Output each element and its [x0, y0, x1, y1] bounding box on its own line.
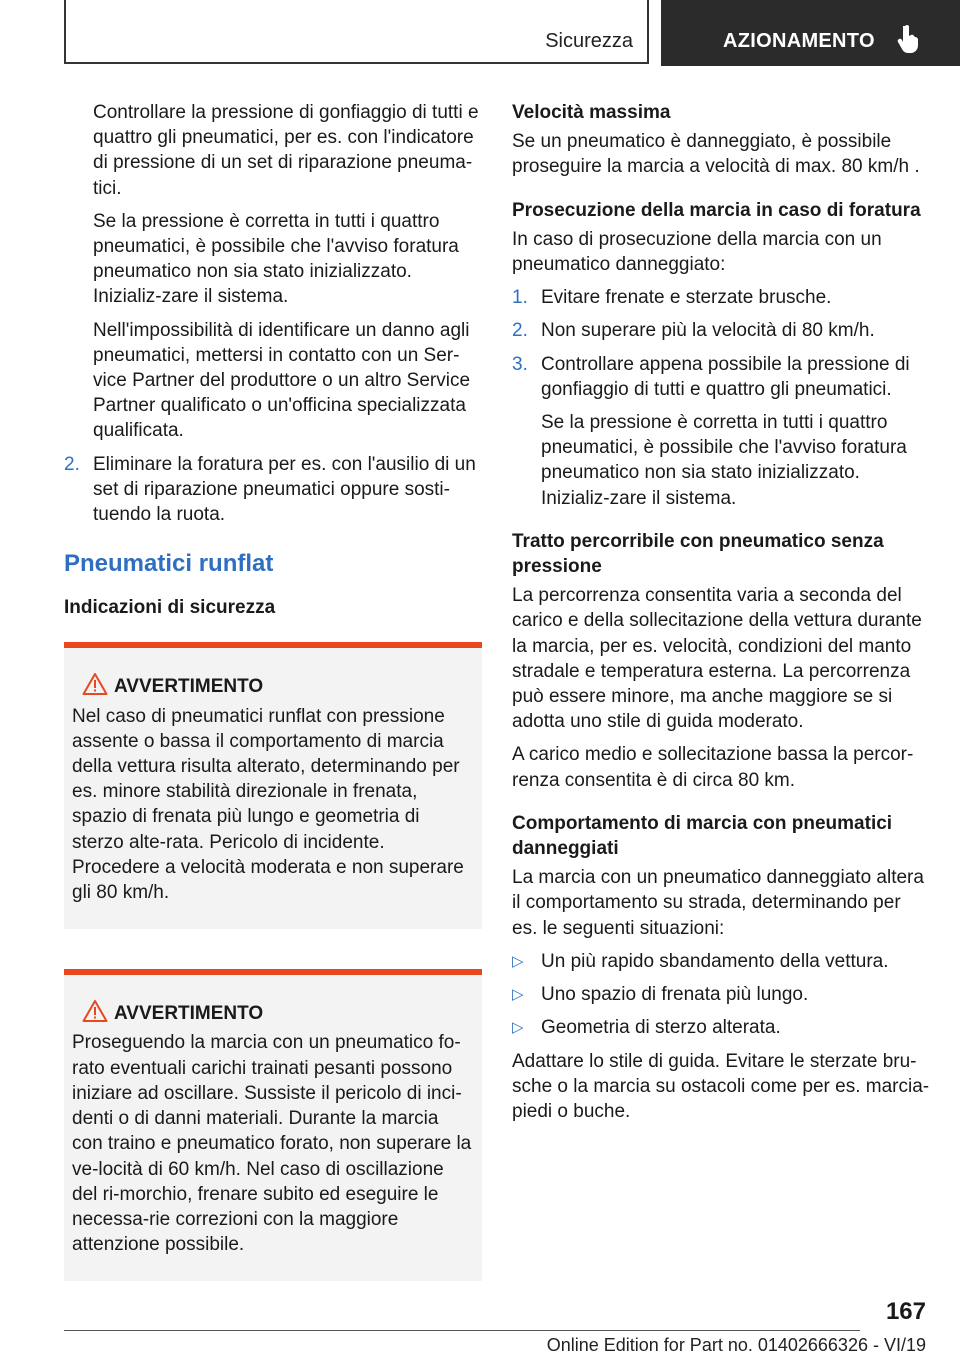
warning-title-text: AVVERTIMENTO — [114, 1003, 264, 1025]
page-header — [0, 0, 960, 66]
list-text: Un più rapido sbandamento della vettura. — [541, 950, 889, 972]
chapter-tab — [661, 0, 960, 66]
warning-triangle-icon — [82, 999, 108, 1023]
hand-pointer-icon — [897, 24, 921, 54]
list-item — [512, 982, 930, 1007]
list-item — [64, 452, 482, 528]
bullet-triangle-icon: ▷ — [512, 986, 524, 1004]
page-number: 167 — [885, 1298, 926, 1325]
bullet-triangle-icon: ▷ — [512, 1019, 524, 1037]
right-column — [512, 100, 930, 1132]
paragraph: Adattare lo stile di guida. Evitare le sterzate bru-sche o la marcia su ostacoli come per es. marcia-piedi o buche. — [512, 1050, 930, 1122]
list-number: 3. — [512, 353, 528, 375]
bullet-triangle-icon: ▷ — [512, 952, 524, 970]
list-text: Geometria di sterzo alterata. — [541, 1017, 781, 1039]
footer-divider — [64, 1330, 860, 1331]
section-title: Sicurezza — [545, 30, 633, 52]
list-item — [512, 352, 930, 402]
section-tab — [64, 0, 649, 64]
paragraph: Se la pressione è corretta in tutti i quattro pneumatici, è possibile che l'avviso foratura pneumatico non sia stato inizializzato. Inizializ-zare il sistema. — [541, 412, 907, 509]
warning-text: Proseguendo la marcia con un pneumatico fo-rato eventuali carichi trainati pesanti possono iniziare ad oscillare. Sussiste il pericolo di inci-denti o di danni materiali. Durante la marcia con traino e pneumatico forato, non superare la ve-locità di 60 km/h. Nel caso di oscillazione del ri-morchio, frenare subito ed eseguire le necessa-rie correzioni con la maggiore attenzione possibile. — [72, 1032, 472, 1256]
subheading: Tratto percorribile con pneumatico senza pressione — [512, 530, 884, 578]
list-item — [512, 318, 930, 343]
left-column — [64, 100, 482, 1281]
paragraph: Se la pressione è corretta in tutti i quattro pneumatici, è possibile che l'avviso foratura pneumatico non sia stato inizializzato. Inizializ-zare il sistema. — [93, 210, 459, 308]
list-text: Controllare appena possibile la pressione di gonfiaggio di tutti e quattro gli pneumatici. — [541, 353, 910, 400]
subheading: Prosecuzione della marcia in caso di foratura — [512, 199, 921, 221]
list-text: Eliminare la foratura per es. con l'ausilio di un set di riparazione pneumatici oppure sosti-tuendo la ruota. — [93, 453, 476, 526]
warning-triangle-icon — [82, 672, 108, 696]
paragraph: Nell'impossibilità di identificare un danno agli pneumatici, mettersi in contatto con un Ser-vice Partner del produttore o un altro Service Partner qualificato o un'officina specializzata qualificata. — [93, 319, 471, 442]
list-item — [512, 1015, 930, 1040]
subheading: Velocità massima — [512, 102, 671, 123]
list-text: Uno spazio di frenata più lungo. — [541, 984, 809, 1006]
list-number: 2. — [64, 453, 80, 475]
subheading: Comportamento di marcia con pneumatici danneggiati — [512, 812, 893, 860]
paragraph: La percorrenza consentita varia a seconda del carico e della sollecitazione della vettura durante la marcia, per es. velocità, condizioni del manto stradale e temperatura esterna. La percorrenza può essere minore, ma anche maggiore se si adotta uno stile di guida moderato. — [512, 585, 922, 733]
warning-box — [64, 969, 482, 1281]
paragraph: A carico medio e sollecitazione bassa la percor-renza consentita è di circa 80 km. — [512, 744, 914, 791]
list-text: Non superare più la velocità di 80 km/h. — [541, 320, 875, 342]
list-text: Evitare frenate e sterzate brusche. — [541, 287, 832, 309]
paragraph: Se un pneumatico è danneggiato, è possibile proseguire la marcia a velocità di max. 80 km/h . — [512, 131, 920, 178]
list-number: 1. — [512, 287, 528, 309]
subheading: Indicazioni di sicurezza — [64, 597, 276, 619]
warning-title — [72, 674, 474, 699]
warning-box — [64, 642, 482, 929]
paragraph: In caso di prosecuzione della marcia con un pneumatico danneggiato: — [512, 228, 882, 276]
list-number: 2. — [512, 320, 528, 342]
warning-text: Nel caso di pneumatici runflat con pressione assente o bassa il comportamento di marcia della vettura risulta alterato, determinando per es. minore stabilità direzionale in frenata, spazio di frenata più lungo e geometria di sterzo alte-rata. Pericolo di incidente. Procedere a velocità moderata e non superare gli 80 km/h. — [72, 705, 464, 904]
paragraph: Controllare la pressione di gonfiaggio di tutti e quattro gli pneumatici, per es. con l'indicatore di pressione di un set di riparazione pneuma-tici. — [93, 102, 479, 199]
list-item — [512, 285, 930, 310]
section-heading: Pneumatici runflat — [64, 550, 274, 578]
chapter-title: AZIONAMENTO — [723, 30, 875, 52]
warning-title-text: AVVERTIMENTO — [114, 676, 264, 698]
paragraph: La marcia con un pneumatico danneggiato altera il comportamento su strada, determinando per es. le seguenti situazioni: — [512, 867, 924, 939]
list-item — [512, 949, 930, 974]
warning-title — [72, 1001, 474, 1026]
edition-text: Online Edition for Part no. 01402666326 - VI/19 — [546, 1335, 926, 1355]
